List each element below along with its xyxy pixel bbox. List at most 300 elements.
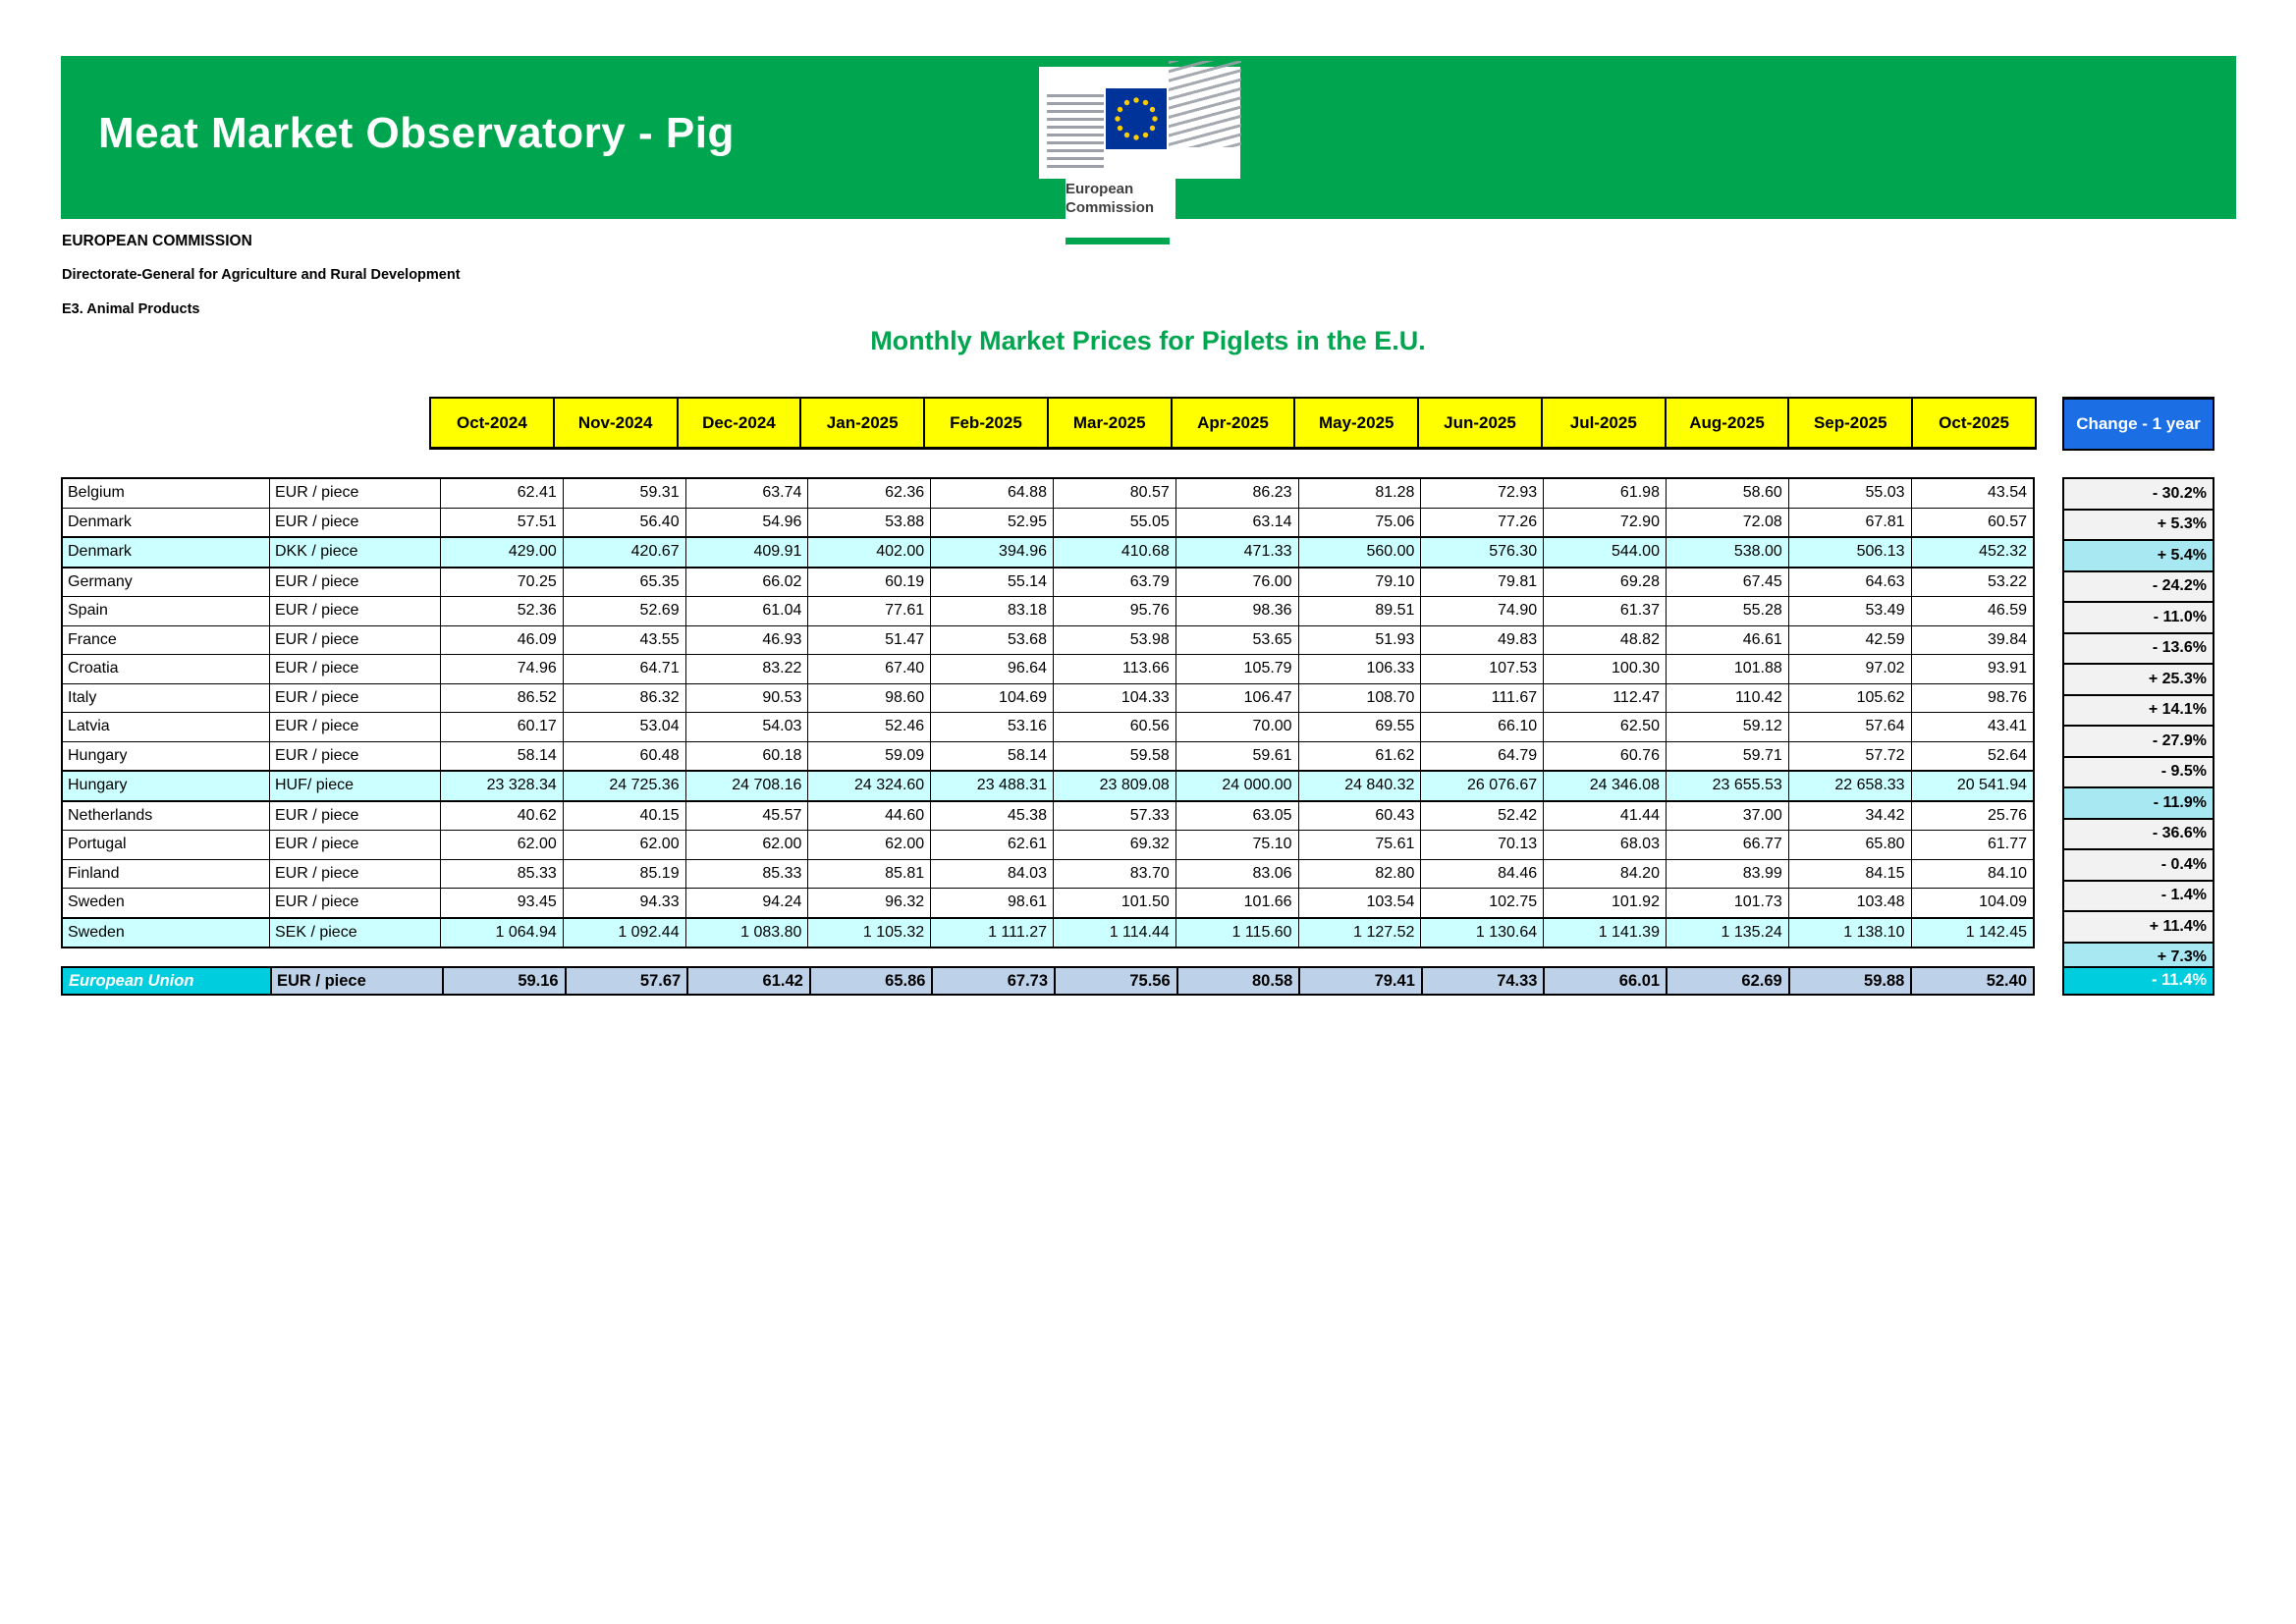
price-cell: 53.68 — [931, 625, 1054, 655]
change-cell: - 9.5% — [2063, 757, 2214, 788]
price-cell: 52.95 — [931, 508, 1054, 537]
price-cell: 101.50 — [1053, 889, 1175, 918]
price-cell: 62.00 — [808, 831, 931, 860]
change-row — [2063, 478, 2214, 510]
price-cell: 64.79 — [1421, 741, 1544, 771]
price-cell: 61.37 — [1544, 597, 1667, 626]
price-cell: 1 114.44 — [1053, 918, 1175, 948]
price-cell: 64.71 — [563, 655, 685, 684]
price-cell: 44.60 — [808, 801, 931, 831]
price-table — [61, 477, 2035, 948]
price-cell: 53.98 — [1053, 625, 1175, 655]
change-row — [2063, 571, 2214, 603]
table-row — [62, 655, 2034, 684]
change-cell: - 0.4% — [2063, 849, 2214, 881]
price-cell: 83.99 — [1666, 859, 1788, 889]
price-cell: 83.18 — [931, 597, 1054, 626]
price-cell: 69.28 — [1544, 568, 1667, 597]
org-unit: E3. Animal Products — [62, 301, 200, 317]
country-cell: Belgium — [62, 478, 270, 508]
price-cell: 98.60 — [808, 683, 931, 713]
month-header-cell: Apr-2025 — [1172, 398, 1295, 449]
price-cell: 101.66 — [1175, 889, 1298, 918]
price-cell: 1 138.10 — [1788, 918, 1911, 948]
price-cell: 61.62 — [1298, 741, 1421, 771]
change-row — [2063, 664, 2214, 695]
price-cell: 54.03 — [685, 713, 808, 742]
price-cell: 39.84 — [1911, 625, 2034, 655]
price-cell: 55.05 — [1053, 508, 1175, 537]
price-cell: 86.32 — [563, 683, 685, 713]
price-cell: 52.64 — [1911, 741, 2034, 771]
price-cell: 77.26 — [1421, 508, 1544, 537]
unit-cell: EUR / piece — [270, 801, 441, 831]
price-cell: 63.74 — [685, 478, 808, 508]
table-row — [62, 478, 2034, 508]
change-row — [2063, 695, 2214, 727]
price-cell: 576.30 — [1421, 537, 1544, 568]
country-cell: Italy — [62, 683, 270, 713]
eu-price-cell: 61.42 — [687, 967, 810, 995]
price-cell: 97.02 — [1788, 655, 1911, 684]
price-cell: 23 328.34 — [441, 771, 564, 801]
country-cell: Finland — [62, 859, 270, 889]
price-cell: 67.81 — [1788, 508, 1911, 537]
price-cell: 84.15 — [1788, 859, 1911, 889]
price-cell: 471.33 — [1175, 537, 1298, 568]
unit-cell: EUR / piece — [270, 831, 441, 860]
price-cell: 46.61 — [1666, 625, 1788, 655]
price-cell: 64.63 — [1788, 568, 1911, 597]
price-cell: 94.24 — [685, 889, 808, 918]
change-row — [2063, 911, 2214, 943]
eu-price-cell: 59.88 — [1789, 967, 1912, 995]
price-cell: 64.88 — [931, 478, 1054, 508]
price-cell: 40.62 — [441, 801, 564, 831]
change-row — [2063, 881, 2214, 912]
month-header-row — [429, 397, 2037, 450]
price-cell: 42.59 — [1788, 625, 1911, 655]
org-directorate: Directorate-General for Agriculture and Rural Development — [62, 267, 461, 283]
unit-cell: EUR / piece — [270, 713, 441, 742]
price-cell: 37.00 — [1666, 801, 1788, 831]
unit-cell: EUR / piece — [270, 625, 441, 655]
price-cell: 58.60 — [1666, 478, 1788, 508]
unit-cell: EUR / piece — [270, 568, 441, 597]
price-cell: 74.90 — [1421, 597, 1544, 626]
price-cell: 100.30 — [1544, 655, 1667, 684]
eu-change-cell: - 11.4% — [2062, 966, 2214, 996]
price-cell: 62.00 — [563, 831, 685, 860]
eu-price-cell: 65.86 — [810, 967, 933, 995]
price-cell: 544.00 — [1544, 537, 1667, 568]
price-cell: 53.49 — [1788, 597, 1911, 626]
price-cell: 66.77 — [1666, 831, 1788, 860]
eu-price-cell: 75.56 — [1055, 967, 1177, 995]
eu-price-cell: 79.41 — [1299, 967, 1422, 995]
price-cell: 60.17 — [441, 713, 564, 742]
price-cell: 70.00 — [1175, 713, 1298, 742]
price-cell: 89.51 — [1298, 597, 1421, 626]
price-cell: 70.13 — [1421, 831, 1544, 860]
price-cell: 41.44 — [1544, 801, 1667, 831]
country-cell: Netherlands — [62, 801, 270, 831]
price-cell: 95.76 — [1053, 597, 1175, 626]
price-cell: 60.18 — [685, 741, 808, 771]
price-cell: 72.90 — [1544, 508, 1667, 537]
month-header-cell: Jun-2025 — [1418, 398, 1542, 449]
price-cell: 24 725.36 — [563, 771, 685, 801]
unit-cell: DKK / piece — [270, 537, 441, 568]
price-cell: 43.41 — [1911, 713, 2034, 742]
price-cell: 85.81 — [808, 859, 931, 889]
price-cell: 104.33 — [1053, 683, 1175, 713]
unit-cell: EUR / piece — [270, 683, 441, 713]
change-row — [2063, 540, 2214, 571]
price-cell: 93.45 — [441, 889, 564, 918]
price-cell: 51.93 — [1298, 625, 1421, 655]
price-cell: 59.61 — [1175, 741, 1298, 771]
change-cell: - 11.9% — [2063, 787, 2214, 819]
price-cell: 66.02 — [685, 568, 808, 597]
price-cell: 70.25 — [441, 568, 564, 597]
price-cell: 79.10 — [1298, 568, 1421, 597]
price-cell: 45.57 — [685, 801, 808, 831]
ec-logo-word-2: Commission — [1066, 198, 1155, 216]
change-cell: + 14.1% — [2063, 695, 2214, 727]
eu-label-cell: European Union — [62, 967, 271, 995]
table-row — [62, 625, 2034, 655]
price-cell: 62.00 — [685, 831, 808, 860]
change-cell: + 25.3% — [2063, 664, 2214, 695]
unit-cell: EUR / piece — [270, 859, 441, 889]
price-cell: 101.92 — [1544, 889, 1667, 918]
page-title: Meat Market Observatory - Pig — [98, 109, 735, 157]
change-row — [2063, 787, 2214, 819]
price-cell: 34.42 — [1788, 801, 1911, 831]
table-row — [62, 683, 2034, 713]
price-cell: 60.43 — [1298, 801, 1421, 831]
price-cell: 53.65 — [1175, 625, 1298, 655]
eu-price-cell: 59.16 — [443, 967, 566, 995]
price-cell: 452.32 — [1911, 537, 2034, 568]
price-cell: 60.76 — [1544, 741, 1667, 771]
price-cell: 106.33 — [1298, 655, 1421, 684]
price-cell: 57.64 — [1788, 713, 1911, 742]
price-cell: 84.03 — [931, 859, 1054, 889]
price-cell: 62.61 — [931, 831, 1054, 860]
price-cell: 75.06 — [1298, 508, 1421, 537]
country-cell: Sweden — [62, 918, 270, 948]
price-cell: 84.46 — [1421, 859, 1544, 889]
unit-cell: EUR / piece — [270, 889, 441, 918]
change-cell: + 11.4% — [2063, 911, 2214, 943]
change-column-header: Change - 1 year — [2062, 397, 2214, 451]
eu-flag-icon — [1106, 88, 1167, 149]
price-cell: 105.62 — [1788, 683, 1911, 713]
price-cell: 60.48 — [563, 741, 685, 771]
ec-logo-swoosh-icon — [1169, 61, 1241, 147]
price-cell: 23 488.31 — [931, 771, 1054, 801]
price-cell: 84.20 — [1544, 859, 1667, 889]
price-cell: 112.47 — [1544, 683, 1667, 713]
price-cell: 108.70 — [1298, 683, 1421, 713]
price-cell: 1 141.39 — [1544, 918, 1667, 948]
price-cell: 83.22 — [685, 655, 808, 684]
price-cell: 68.03 — [1544, 831, 1667, 860]
unit-cell: SEK / piece — [270, 918, 441, 948]
price-cell: 61.04 — [685, 597, 808, 626]
month-header-cell: Aug-2025 — [1666, 398, 1789, 449]
price-cell: 57.51 — [441, 508, 564, 537]
change-cell: + 5.4% — [2063, 540, 2214, 571]
table-row — [62, 741, 2034, 771]
country-cell: France — [62, 625, 270, 655]
price-cell: 61.98 — [1544, 478, 1667, 508]
price-cell: 62.50 — [1544, 713, 1667, 742]
change-cell: + 5.3% — [2063, 510, 2214, 541]
price-cell: 1 083.80 — [685, 918, 808, 948]
unit-cell: EUR / piece — [270, 508, 441, 537]
price-cell: 54.96 — [685, 508, 808, 537]
price-cell: 53.22 — [1911, 568, 2034, 597]
price-cell: 72.08 — [1666, 508, 1788, 537]
price-cell: 93.91 — [1911, 655, 2034, 684]
month-header-cell: Sep-2025 — [1788, 398, 1912, 449]
price-cell: 103.48 — [1788, 889, 1911, 918]
price-cell: 1 105.32 — [808, 918, 931, 948]
price-cell: 59.58 — [1053, 741, 1175, 771]
change-column — [2062, 477, 2214, 974]
price-cell: 106.47 — [1175, 683, 1298, 713]
change-cell: - 30.2% — [2063, 478, 2214, 510]
price-cell: 104.69 — [931, 683, 1054, 713]
price-cell: 56.40 — [563, 508, 685, 537]
price-cell: 23 655.53 — [1666, 771, 1788, 801]
unit-cell: EUR / piece — [270, 597, 441, 626]
month-header-cell: May-2025 — [1294, 398, 1418, 449]
price-cell: 69.55 — [1298, 713, 1421, 742]
country-cell: Germany — [62, 568, 270, 597]
table-row — [62, 537, 2034, 568]
price-cell: 82.80 — [1298, 859, 1421, 889]
price-cell: 104.09 — [1911, 889, 2034, 918]
price-cell: 61.77 — [1911, 831, 2034, 860]
ec-logo-word-1: European — [1066, 181, 1134, 197]
price-cell: 53.16 — [931, 713, 1054, 742]
eu-price-cell: 52.40 — [1911, 967, 2034, 995]
unit-cell: EUR / piece — [270, 655, 441, 684]
price-cell: 59.12 — [1666, 713, 1788, 742]
change-cell: - 36.6% — [2063, 819, 2214, 850]
price-cell: 85.19 — [563, 859, 685, 889]
price-cell: 60.57 — [1911, 508, 2034, 537]
price-cell: 98.61 — [931, 889, 1054, 918]
price-cell: 65.80 — [1788, 831, 1911, 860]
month-header-cell: Oct-2024 — [430, 398, 554, 449]
price-cell: 538.00 — [1666, 537, 1788, 568]
price-cell: 75.61 — [1298, 831, 1421, 860]
price-cell: 85.33 — [441, 859, 564, 889]
price-cell: 24 000.00 — [1175, 771, 1298, 801]
price-cell: 98.76 — [1911, 683, 2034, 713]
change-row — [2063, 819, 2214, 850]
change-cell: - 13.6% — [2063, 633, 2214, 665]
price-cell: 24 324.60 — [808, 771, 931, 801]
price-cell: 52.69 — [563, 597, 685, 626]
change-cell: - 24.2% — [2063, 571, 2214, 603]
price-cell: 94.33 — [563, 889, 685, 918]
price-cell: 409.91 — [685, 537, 808, 568]
country-cell: Denmark — [62, 508, 270, 537]
price-cell: 60.19 — [808, 568, 931, 597]
ec-logo-graphic — [1039, 67, 1240, 179]
report-subtitle: Monthly Market Prices for Piglets in the E.U. — [870, 326, 1426, 355]
price-cell: 49.83 — [1421, 625, 1544, 655]
table-row — [62, 597, 2034, 626]
price-cell: 58.14 — [441, 741, 564, 771]
month-header-cell: Nov-2024 — [554, 398, 678, 449]
price-cell: 96.32 — [808, 889, 931, 918]
price-cell: 1 115.60 — [1175, 918, 1298, 948]
price-cell: 101.88 — [1666, 655, 1788, 684]
price-cell: 59.09 — [808, 741, 931, 771]
price-cell: 105.79 — [1175, 655, 1298, 684]
price-cell: 59.71 — [1666, 741, 1788, 771]
price-cell: 72.93 — [1421, 478, 1544, 508]
price-cell: 57.33 — [1053, 801, 1175, 831]
price-cell: 90.53 — [685, 683, 808, 713]
price-cell: 1 135.24 — [1666, 918, 1788, 948]
price-cell: 45.38 — [931, 801, 1054, 831]
price-cell: 1 130.64 — [1421, 918, 1544, 948]
price-cell: 1 127.52 — [1298, 918, 1421, 948]
unit-cell: EUR / piece — [270, 741, 441, 771]
table-row — [62, 889, 2034, 918]
ec-logo-underline — [1066, 238, 1170, 244]
price-cell: 23 809.08 — [1053, 771, 1175, 801]
change-row — [2063, 510, 2214, 541]
price-cell: 24 840.32 — [1298, 771, 1421, 801]
eu-price-cell: 66.01 — [1544, 967, 1667, 995]
table-row — [62, 508, 2034, 537]
price-cell: 98.36 — [1175, 597, 1298, 626]
price-cell: 67.45 — [1666, 568, 1788, 597]
price-cell: 429.00 — [441, 537, 564, 568]
country-cell: Sweden — [62, 889, 270, 918]
country-cell: Croatia — [62, 655, 270, 684]
table-row — [62, 831, 2034, 860]
price-cell: 53.88 — [808, 508, 931, 537]
price-cell: 85.33 — [685, 859, 808, 889]
table-row — [62, 918, 2034, 948]
country-cell: Portugal — [62, 831, 270, 860]
eu-price-cell: 67.73 — [932, 967, 1055, 995]
change-cell: - 11.0% — [2063, 602, 2214, 633]
price-cell: 83.06 — [1175, 859, 1298, 889]
price-cell: 1 064.94 — [441, 918, 564, 948]
change-row — [2063, 633, 2214, 665]
org-name: EUROPEAN COMMISSION — [62, 233, 252, 249]
price-cell: 22 658.33 — [1788, 771, 1911, 801]
price-cell: 394.96 — [931, 537, 1054, 568]
price-cell: 1 142.45 — [1911, 918, 2034, 948]
price-cell: 79.81 — [1421, 568, 1544, 597]
table-row — [62, 568, 2034, 597]
price-cell: 46.93 — [685, 625, 808, 655]
price-cell: 506.13 — [1788, 537, 1911, 568]
change-cell: - 1.4% — [2063, 881, 2214, 912]
price-cell: 103.54 — [1298, 889, 1421, 918]
month-header-cell: Oct-2025 — [1912, 398, 2036, 449]
price-cell: 66.10 — [1421, 713, 1544, 742]
price-cell: 46.09 — [441, 625, 564, 655]
eu-summary-row — [61, 966, 2035, 996]
price-cell: 96.64 — [931, 655, 1054, 684]
unit-cell: EUR / piece — [270, 478, 441, 508]
price-cell: 86.23 — [1175, 478, 1298, 508]
price-cell: 84.10 — [1911, 859, 2034, 889]
eu-row — [62, 967, 2034, 995]
change-cell: - 27.9% — [2063, 726, 2214, 757]
price-cell: 20 541.94 — [1911, 771, 2034, 801]
price-cell: 24 346.08 — [1544, 771, 1667, 801]
unit-cell: HUF/ piece — [270, 771, 441, 801]
price-cell: 76.00 — [1175, 568, 1298, 597]
price-cell: 65.35 — [563, 568, 685, 597]
eu-unit-cell: EUR / piece — [271, 967, 443, 995]
price-cell: 43.54 — [1911, 478, 2034, 508]
price-cell: 111.67 — [1421, 683, 1544, 713]
month-header-cell: Jul-2025 — [1542, 398, 1666, 449]
month-header-cell: Dec-2024 — [678, 398, 801, 449]
price-cell: 52.36 — [441, 597, 564, 626]
price-cell: 55.03 — [1788, 478, 1911, 508]
price-cell: 74.96 — [441, 655, 564, 684]
price-cell: 402.00 — [808, 537, 931, 568]
price-cell: 1 111.27 — [931, 918, 1054, 948]
price-cell: 110.42 — [1666, 683, 1788, 713]
price-cell: 77.61 — [808, 597, 931, 626]
country-cell: Denmark — [62, 537, 270, 568]
country-cell: Hungary — [62, 771, 270, 801]
price-cell: 1 092.44 — [563, 918, 685, 948]
price-cell: 40.15 — [563, 801, 685, 831]
eu-price-cell: 80.58 — [1177, 967, 1300, 995]
price-cell: 86.52 — [441, 683, 564, 713]
price-cell: 48.82 — [1544, 625, 1667, 655]
price-cell: 59.31 — [563, 478, 685, 508]
price-cell: 410.68 — [1053, 537, 1175, 568]
price-cell: 101.73 — [1666, 889, 1788, 918]
price-cell: 46.59 — [1911, 597, 2034, 626]
price-cell: 62.36 — [808, 478, 931, 508]
country-cell: Latvia — [62, 713, 270, 742]
price-cell: 24 708.16 — [685, 771, 808, 801]
table-row — [62, 713, 2034, 742]
price-cell: 52.42 — [1421, 801, 1544, 831]
month-header-cell: Feb-2025 — [924, 398, 1048, 449]
ec-logo-wordmark — [1066, 179, 1175, 247]
price-cell: 420.67 — [563, 537, 685, 568]
change-row — [2063, 602, 2214, 633]
price-cell: 58.14 — [931, 741, 1054, 771]
price-cell: 51.47 — [808, 625, 931, 655]
price-cell: 62.00 — [441, 831, 564, 860]
country-cell: Spain — [62, 597, 270, 626]
price-cell: 113.66 — [1053, 655, 1175, 684]
price-cell: 53.04 — [563, 713, 685, 742]
